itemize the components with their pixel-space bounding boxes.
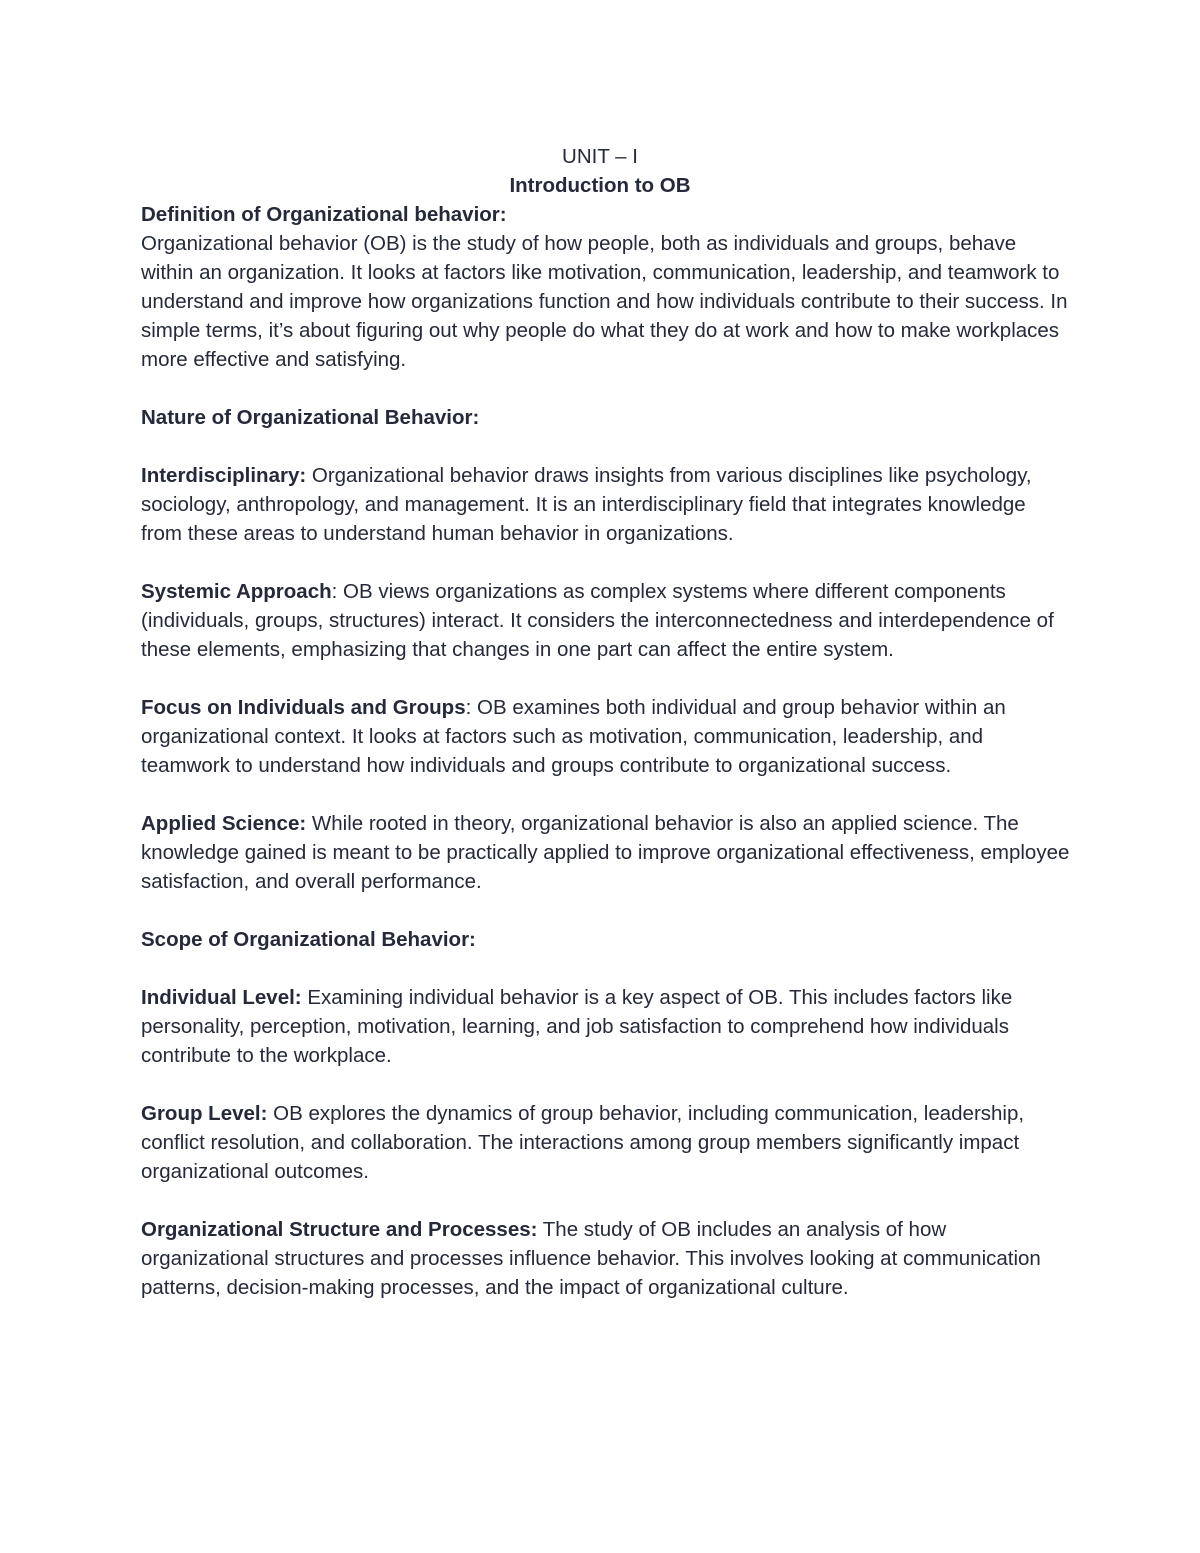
spacer [141,896,1071,925]
scope-item-text: Examining individual behavior is a key aspect of OB. This includes factors like personality, perception, motivation, learning, and job satisfaction to comprehend how individuals contribute to the workplace. [141,986,1013,1067]
scope-item-text: OB explores the dynamics of group behavior, including communication, leadership, conflict resolution, and collaboration. The interactions among group members significantly impact organizational outcomes. [141,1102,1025,1183]
nature-item-interdisciplinary [141,461,1071,548]
scope-item-term: Group Level: [141,1102,268,1125]
scope-item-term: Organizational Structure and Processes: [141,1218,538,1241]
nature-item-term: Applied Science: [141,812,307,835]
document-body [141,142,1071,1302]
scope-heading: Scope of Organizational Behavior: [141,928,476,951]
nature-item-text: While rooted in theory, organizational behavior is also an applied science. The knowledge gained is meant to be practically applied to improve organizational effectiveness, employee satisfaction, and overall performance. [141,812,1070,893]
nature-item-text: : OB views organizations as complex systems where different components (individuals, groups, structures) interact. It considers the interconnectedness and interdependence of these elements, emphasizing that changes in one part can affect the entire system. [141,580,1054,661]
nature-item-focus-individuals-groups [141,693,1071,780]
nature-item-systemic-approach [141,577,1071,664]
scope-item-individual-level [141,983,1071,1070]
spacer [141,432,1071,461]
spacer [141,1186,1071,1215]
spacer [141,664,1071,693]
spacer [141,780,1071,809]
nature-item-applied-science [141,809,1071,896]
spacer [141,1070,1071,1099]
nature-item-term: Interdisciplinary: [141,464,307,487]
spacer [141,548,1071,577]
chapter-title: Introduction to OB [509,174,691,197]
scope-item-structure-processes [141,1215,1071,1302]
scope-item-group-level [141,1099,1071,1186]
unit-title: UNIT – I [562,145,638,168]
nature-item-term: Systemic Approach [141,580,332,603]
definition-text: Organizational behavior (OB) is the study of how people, both as individuals and groups, behave within an organization. It looks at factors like motivation, communication, leadership, and teamwork to understand and improve how organizations function and how individuals contribute to their success. In simple terms, it’s about figuring out why people do what they do at work and how to make workplaces more effective and satisfying. [141,232,1068,371]
nature-heading: Nature of Organizational Behavior: [141,406,480,429]
scope-item-text: The study of OB includes an analysis of how organizational structures and processes influence behavior. This involves looking at communication patterns, decision-making processes, and the impact of organizational culture. [141,1218,1041,1299]
spacer [141,954,1071,983]
definition-heading: Definition of Organizational behavior: [141,203,507,226]
spacer [141,374,1071,403]
nature-item-term: Focus on Individuals and Groups [141,696,466,719]
nature-item-text: Organizational behavior draws insights from various disciplines like psychology, sociology, anthropology, and management. It is an interdisciplinary field that integrates knowledge from these areas to understand human behavior in organizations. [141,464,1032,545]
nature-item-text: : OB examines both individual and group behavior within an organizational context. It looks at factors such as motivation, communication, leadership, and teamwork to understand how individuals and groups contribute to organizational success. [141,696,1006,777]
scope-item-term: Individual Level: [141,986,302,1009]
